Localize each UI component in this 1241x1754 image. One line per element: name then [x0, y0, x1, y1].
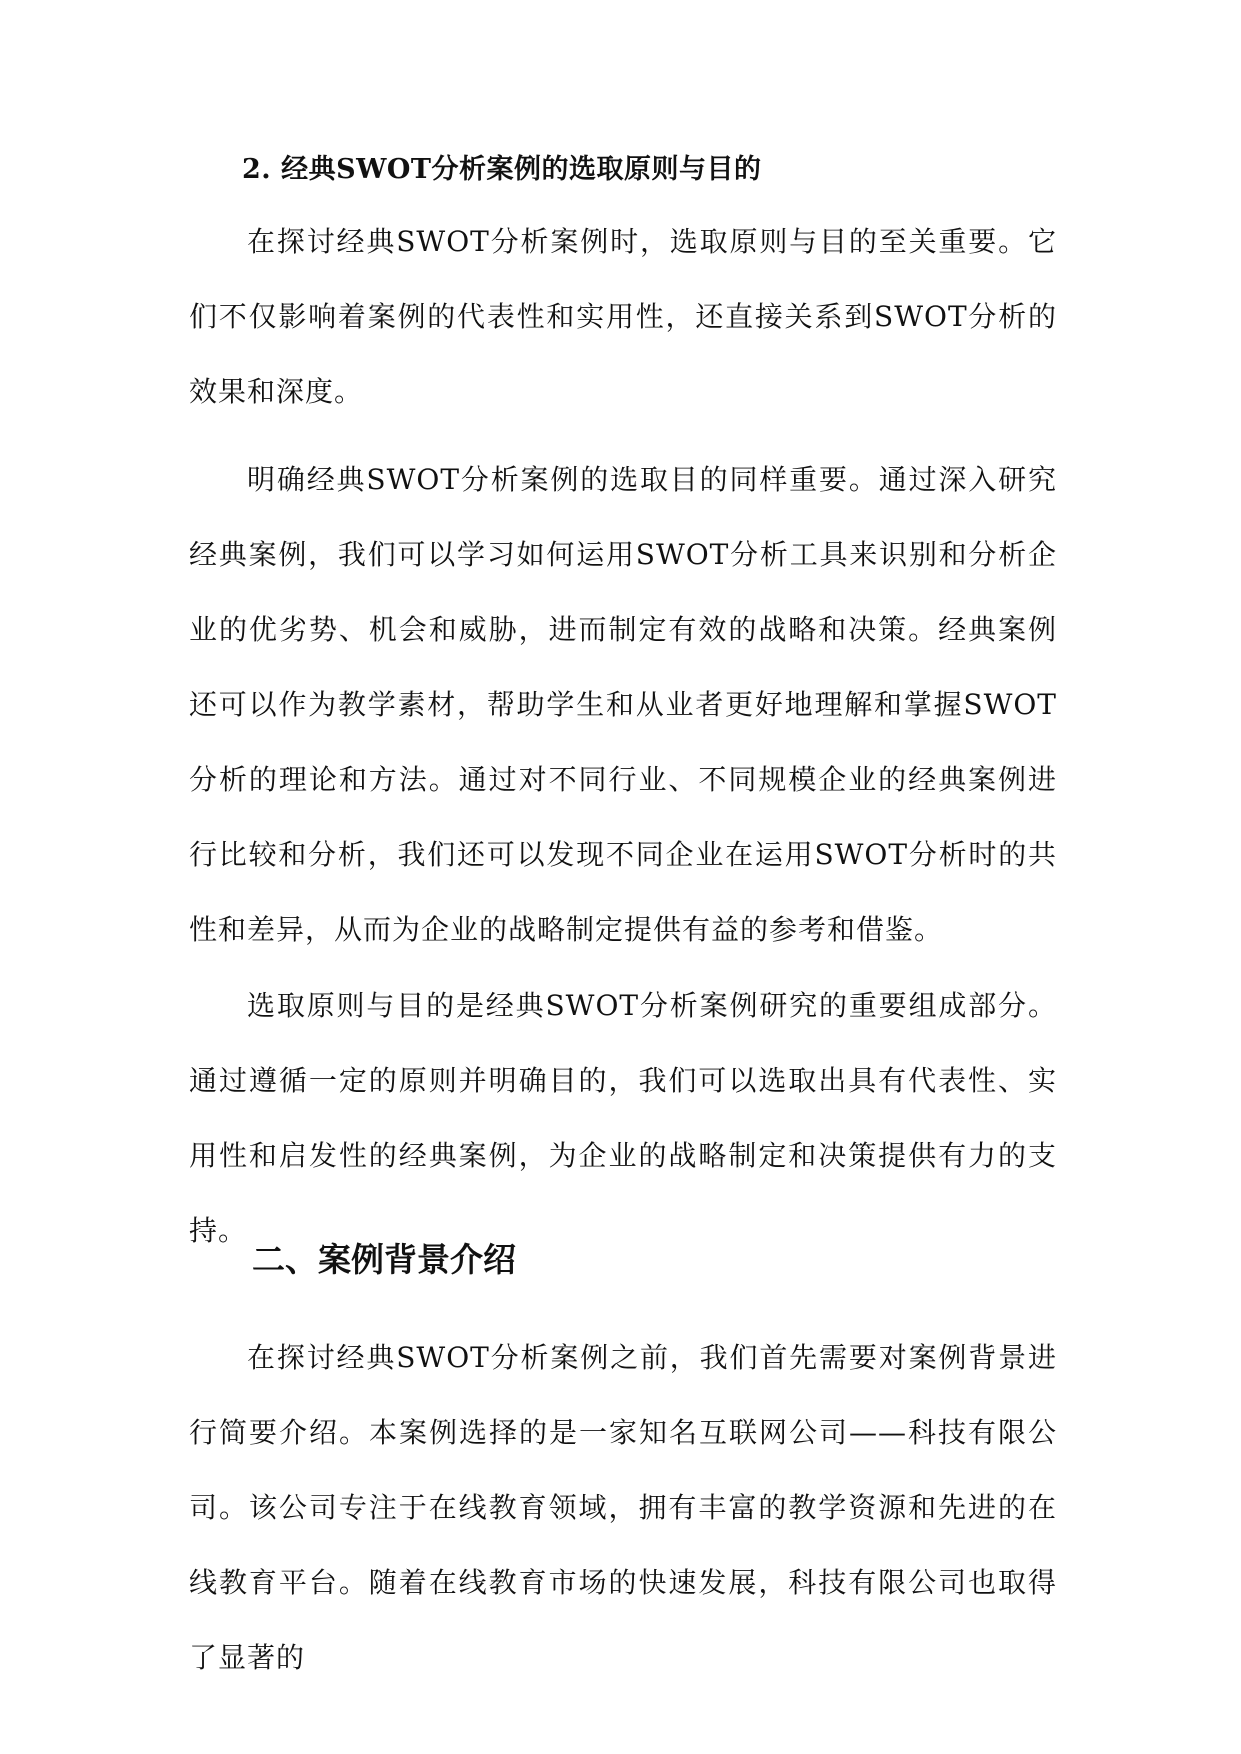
section-heading: 2. 经典SWOT分析案例的选取原则与目的: [242, 154, 762, 185]
paragraph-block: [189, 968, 1057, 1268]
paragraph-block: [189, 204, 1057, 429]
body-paragraph: 在探讨经典SWOT分析案例时，选取原则与目的至关重要。它们不仅影响着案例的代表性和实用性，还直接关系到SWOT分析的效果和深度。: [189, 225, 1057, 408]
body-paragraph: 明确经典SWOT分析案例的选取目的同样重要。通过深入研究经典案例，我们可以学习如何运用SWOT分析工具来识别和分析企业的优劣势、机会和威胁，进而制定有效的战略和决策。经典案例还可以作为教学素材，帮助学生和从业者更好地理解和掌握SWOT分析的理论和方法。通过对不同行业、不同规模企业的经典案例进行比较和分析，我们还可以发现不同企业在运用SWOT分析时的共性和差异，从而为企业的战略制定提供有益的参考和借鉴。: [189, 463, 1057, 946]
chapter-heading: 二、案例背景介绍: [252, 1240, 516, 1279]
paragraph-block: [189, 1320, 1057, 1695]
body-paragraph: 选取原则与目的是经典SWOT分析案例研究的重要组成部分。通过遵循一定的原则并明确目的，我们可以选取出具有代表性、实用性和启发性的经典案例，为企业的战略制定和决策提供有力的支持。: [189, 989, 1057, 1247]
body-paragraph: 在探讨经典SWOT分析案例之前，我们首先需要对案例背景进行简要介绍。本案例选择的是一家知名互联网公司——科技有限公司。该公司专注于在线教育领域，拥有丰富的教学资源和先进的在线教育平台。随着在线教育市场的快速发展，科技有限公司也取得了显著的: [189, 1341, 1057, 1674]
paragraph-block: [189, 442, 1057, 967]
